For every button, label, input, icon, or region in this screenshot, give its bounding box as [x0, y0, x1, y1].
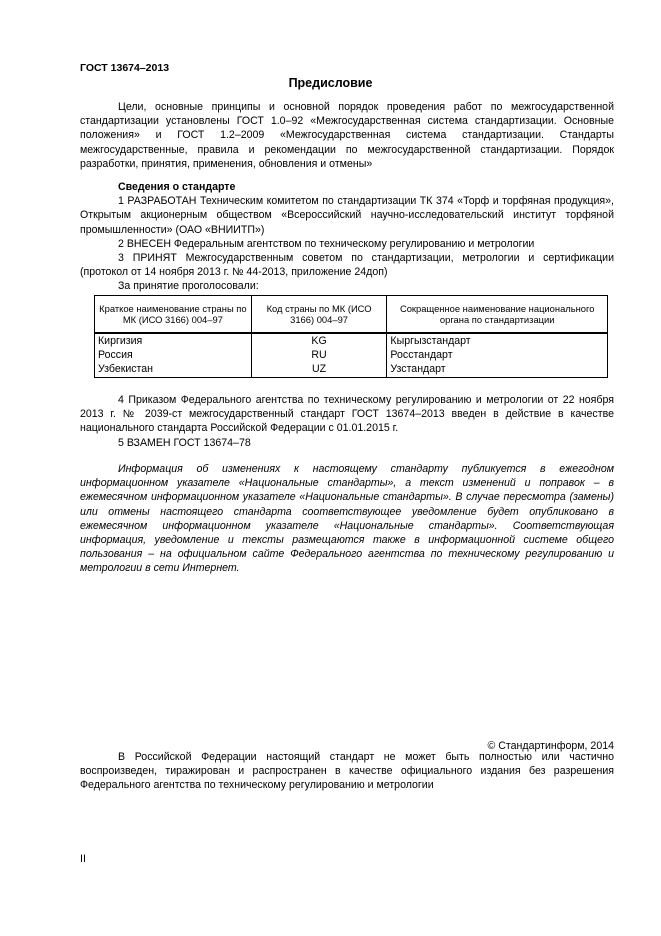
table-cell-code: RU: [251, 348, 387, 362]
table-cell-code: KG: [251, 333, 387, 348]
table-header-code: Код страны по МК (ИСО 3166) 004–97: [251, 296, 387, 334]
table-cell-agency: Росстандарт: [387, 348, 608, 362]
table-cell-country: Россия: [95, 348, 252, 362]
table-row: [95, 333, 608, 348]
document-code: ГОСТ 13674–2013: [80, 62, 170, 74]
info-item-4: 4 Приказом Федерального агентства по техническому регулированию и метрологии от 22 ноября 2013 г. № 2039-ст межгосударственный стандарт ГОСТ 13674–2013 введен в действие в качестве национального стандарта Российской Федерации с 01.01.2015 г.: [80, 394, 614, 435]
table-cell-country: Узбекистан: [95, 362, 252, 377]
standard-info-heading: Сведения о стандарте: [118, 181, 236, 193]
table-header-row: [95, 296, 608, 334]
restriction-section: [80, 750, 614, 793]
intro-section: [80, 100, 614, 171]
page-number: II: [80, 853, 86, 865]
table-cell-country: Киргизия: [95, 333, 252, 348]
intro-paragraph: Цели, основные принципы и основной порядок проведения работ по межгосударственной стандартизации установлены ГОСТ 1.0–92 «Межгосударственная система стандартизации. Основные положения» и ГОСТ 1.2–2009 «Межгосударственная система стандартизации. Стандарты межгосударственные, правила и рекомендации по межгосударственной стандартизации. Порядок разработки, принятия, применения, обновления и отмены»: [80, 101, 614, 170]
info-item-3: 3 ПРИНЯТ Межгосударственным советом по стандартизации, метрологии и сертификации (протокол от 14 ноября 2013 г. № 44-2013, приложение 24доп): [80, 252, 614, 279]
restriction-paragraph: В Российской Федерации настоящий стандарт не может быть полностью или частично воспроизведен, тиражирован и распространен в качестве официального издания без разрешения Федерального агентства по техническому регулированию и метрологии: [80, 751, 614, 792]
table-row: [95, 362, 608, 377]
page-title: Предисловие: [288, 76, 373, 90]
enactment-section: [80, 393, 614, 450]
info-item-1: 1 РАЗРАБОТАН Техническим комитетом по стандартизации ТК 374 «Торф и торфяная продукция», Открытым акционерным обществом «Всероссийский научно-исследовательский институт торфяной промышленности» (ОАО «ВНИИТП»): [80, 195, 614, 236]
standard-info-section: [80, 180, 614, 294]
table-header-agency: Сокращенное наименование национального органа по стандартизации: [387, 296, 608, 334]
info-item-2: 2 ВНЕСЕН Федеральным агентством по техническому регулированию и метрологии: [118, 237, 535, 250]
vote-intro: За принятие проголосовали:: [118, 280, 259, 293]
changes-notice: Информация об изменениях к настоящему стандарту публикуется в ежегодном информационном указателе «Национальные стандарты», а текст изменений и поправок – в ежемесячном информационном указателе «Национальные стандарты». В случае пересмотра (замены) или отмены настоящего стандарта соответствующее уведомление будет опубликовано в ежемесячном информационном указателе «Национальные стандарты». Соответствующая информация, уведомление и тексты размещаются также в информационной системе общего пользования – на официальном сайте Федерального агентства по техническому регулированию и метрологии в сети Интернет.: [80, 463, 614, 575]
voting-table: [94, 295, 608, 378]
table-header-country: Краткое наименование страны по МК (ИСО 3166) 004–97: [95, 296, 252, 334]
info-item-5: 5 ВЗАМЕН ГОСТ 13674–78: [118, 436, 251, 449]
table-cell-code: UZ: [251, 362, 387, 377]
table-cell-agency: Узстандарт: [387, 362, 608, 377]
table-cell-agency: Кыргызстандарт: [387, 333, 608, 348]
notice-section: [80, 462, 614, 576]
table-row: [95, 348, 608, 362]
copyright: © Стандартинформ, 2014: [487, 740, 614, 752]
